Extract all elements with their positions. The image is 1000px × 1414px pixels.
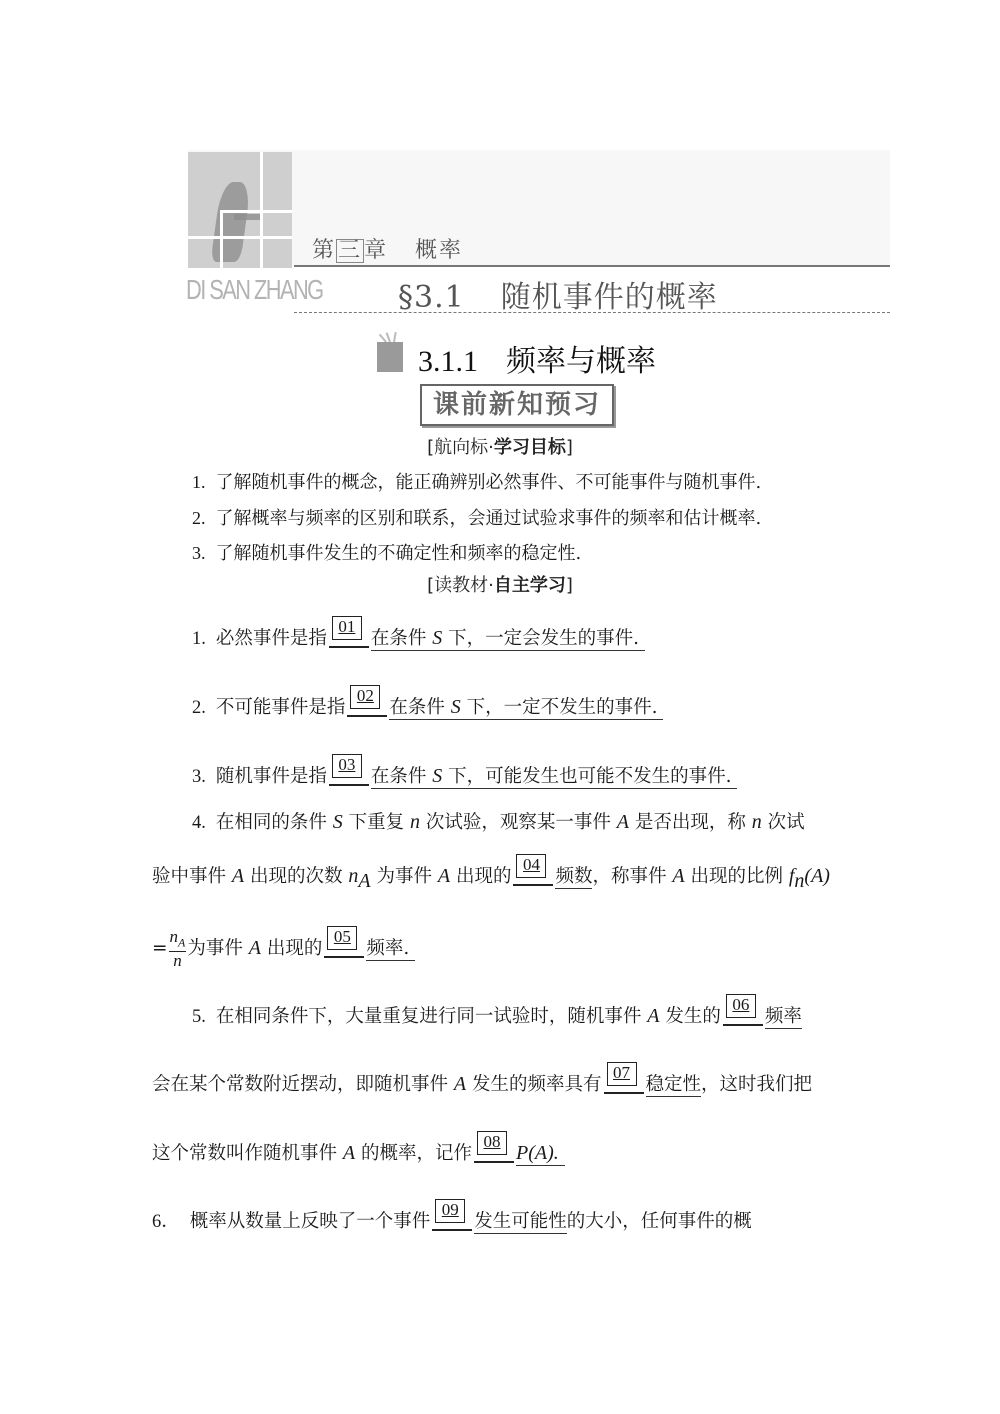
heading-prefix: [读教材· <box>427 575 494 596</box>
item-6 <box>152 1200 752 1233</box>
item-3 <box>192 755 737 788</box>
item-1 <box>192 617 645 650</box>
math-var: A <box>437 865 451 887</box>
math-var: f <box>788 865 795 887</box>
answer-blank-04 <box>513 855 553 886</box>
subsection-number: 3.1.1 <box>418 345 478 378</box>
answer-text: 稳定性 <box>645 1074 702 1095</box>
math-var: A <box>672 865 685 887</box>
text: 出现的比例 <box>684 866 789 887</box>
heading-prefix: [航向标· <box>427 437 494 458</box>
book-icon <box>377 332 403 362</box>
blank-number: 09 <box>435 1199 465 1223</box>
chapter-label <box>312 233 463 264</box>
item-number: 3. <box>192 767 206 787</box>
math-subscript: n <box>794 869 805 892</box>
text: 出现的 <box>260 938 323 960</box>
blank-number: 07 <box>607 1062 637 1086</box>
goal-text: 了解概率与频率的区别和联系，会通过试验求事件的频率和估计概率. <box>215 508 762 529</box>
chapter-prefix: 第 <box>312 238 337 263</box>
blank-number: 02 <box>350 685 380 709</box>
item-number: 6． <box>152 1212 180 1232</box>
blank-number: 01 <box>332 616 362 640</box>
text: 次试验，观察某一事件 <box>420 812 617 833</box>
item-2 <box>192 686 663 719</box>
grid-line <box>220 210 223 268</box>
answer-text <box>371 628 645 651</box>
text: 为事件 <box>187 938 249 960</box>
math-var: S <box>432 765 443 787</box>
item-number: 1. <box>192 629 206 649</box>
heading-suffix: ] <box>565 575 573 596</box>
section-title <box>398 272 718 316</box>
reading-heading <box>0 571 1000 597</box>
math-var: n <box>348 865 359 887</box>
answer-blank-03 <box>329 755 369 786</box>
math-expression: P(A). <box>516 1142 559 1164</box>
text: 下重复 <box>342 812 411 833</box>
answer-blank-06 <box>723 995 763 1026</box>
answer-part: 频率. <box>366 938 410 960</box>
math-var: S <box>450 696 461 718</box>
answer-blank-08 <box>474 1132 514 1163</box>
item-4-line-2 <box>152 855 830 893</box>
book-cover <box>377 342 403 372</box>
text: 这个常数叫作随机事件 <box>152 1143 343 1164</box>
math-var: S <box>432 627 443 649</box>
math-var: S <box>332 811 343 833</box>
text: 发生的频率具有 <box>466 1074 602 1095</box>
subsection-title <box>418 336 656 380</box>
text: 的概率，记作 <box>355 1143 472 1164</box>
chapter-name: 概率 <box>415 238 464 263</box>
heading-bold: 学习目标 <box>493 437 566 458</box>
answer-blank-09 <box>432 1200 472 1231</box>
answer-text <box>516 1143 565 1166</box>
item-5-line-1 <box>192 995 802 1028</box>
answer-part: 下，可能发生也可能不发生的事件. <box>442 766 732 787</box>
section-number: §3.1 <box>398 280 465 315</box>
section-name: 随机事件的概率 <box>500 280 718 315</box>
item-5-line-3 <box>152 1132 565 1165</box>
math-subscript: A <box>358 869 371 892</box>
chapter-banner <box>188 150 890 266</box>
item-number: 2. <box>192 698 206 718</box>
text: ，这时我们把 <box>701 1074 813 1095</box>
text: 是否出现，称 <box>629 812 752 833</box>
goal-number: 3. <box>192 543 206 563</box>
blank-number: 04 <box>516 854 546 878</box>
blank-number: 06 <box>726 994 756 1018</box>
math-var: A <box>616 811 630 833</box>
divider <box>294 265 890 267</box>
grid-line <box>220 210 292 213</box>
blank-number: 08 <box>477 1131 507 1155</box>
answer-blank-02 <box>347 686 387 717</box>
text: 发生的 <box>659 1006 721 1027</box>
answer-part: 在条件 <box>389 697 451 718</box>
martial-arts-figure-icon <box>210 182 251 262</box>
text: 出现的 <box>450 866 512 887</box>
text: ，称事件 <box>592 866 673 887</box>
item-text: 的大小，任何事件的概 <box>566 1211 752 1232</box>
fraction <box>169 928 187 970</box>
math-var: A <box>647 1005 660 1027</box>
math-var: (A) <box>804 865 830 887</box>
answer-text: 发生可能性 <box>474 1211 567 1232</box>
math-var: A <box>453 1073 467 1095</box>
math-var: n <box>751 811 762 833</box>
item-text: 概率从数量上反映了一个事件 <box>189 1211 431 1232</box>
math-var: A <box>231 865 245 887</box>
equals-sign: = <box>152 938 168 960</box>
numerator: n <box>169 927 179 946</box>
goal-text: 了解随机事件发生的不确定性和频率的稳定性. <box>215 543 582 564</box>
text: 验中事件 <box>152 866 232 887</box>
answer-part: 在条件 <box>370 766 433 787</box>
numerator-subscript: A <box>178 935 186 950</box>
preview-stamp: 课前新知预习 <box>420 384 614 426</box>
answer-blank-05 <box>324 927 364 958</box>
text: 出现的次数 <box>244 866 349 887</box>
item-number: 4. <box>192 813 206 833</box>
denominator: n <box>173 951 182 971</box>
answer-text <box>389 697 663 720</box>
dashed-divider <box>294 312 890 313</box>
blank-number: 05 <box>327 926 357 950</box>
text: 次试 <box>761 812 805 833</box>
item-text: 必然事件是指 <box>215 628 327 649</box>
chapter-number: 三 <box>338 238 363 263</box>
goal-item <box>192 539 581 565</box>
figure-arm <box>234 214 260 220</box>
goal-number: 2. <box>192 508 206 528</box>
math-var: A <box>342 1142 356 1164</box>
goal-text: 了解随机事件的概念，能正确辨别必然事件、不可能事件与随机事件. <box>215 472 762 493</box>
text: 在相同的条件 <box>215 812 333 833</box>
item-4-line-1 <box>192 808 805 834</box>
answer-part: 在条件 <box>370 628 433 649</box>
text: 在相同条件下，大量重复进行同一试验时，随机事件 <box>215 1006 648 1027</box>
goal-item <box>192 468 761 494</box>
answer-text: 频数 <box>555 866 593 887</box>
math-var: n <box>410 811 421 833</box>
book-page <box>393 332 397 342</box>
chapter-pinyin: DI SAN ZHANG <box>186 274 323 305</box>
item-number: 5. <box>192 1007 206 1027</box>
item-5-line-2 <box>152 1063 813 1096</box>
text: 会在某个常数附近摆动，即随机事件 <box>152 1074 454 1095</box>
text: 为事件 <box>370 866 438 887</box>
chapter-suffix: 章 <box>364 238 389 263</box>
heading-suffix: ] <box>565 437 573 458</box>
item-text: 不可能事件是指 <box>215 697 346 718</box>
answer-part: 下，一定会发生的事件. <box>442 628 640 649</box>
goals-heading <box>0 433 1000 459</box>
math-var: A <box>248 937 261 960</box>
answer-part: 下，一定不发生的事件. <box>460 697 658 718</box>
answer-text <box>366 938 415 961</box>
subsection-name: 频率与概率 <box>506 344 656 379</box>
answer-text <box>371 766 738 789</box>
heading-bold: 自主学习 <box>493 575 566 596</box>
chapter-illustration <box>188 152 292 268</box>
blank-number: 03 <box>332 754 362 778</box>
goal-number: 1. <box>192 472 206 492</box>
grid-line <box>188 236 292 239</box>
answer-blank-01 <box>329 617 369 648</box>
item-text: 随机事件是指 <box>215 766 327 787</box>
answer-text: 频率 <box>764 1006 802 1027</box>
goal-item <box>192 504 761 530</box>
answer-blank-07 <box>604 1063 644 1094</box>
item-4-line-3 <box>152 928 415 970</box>
